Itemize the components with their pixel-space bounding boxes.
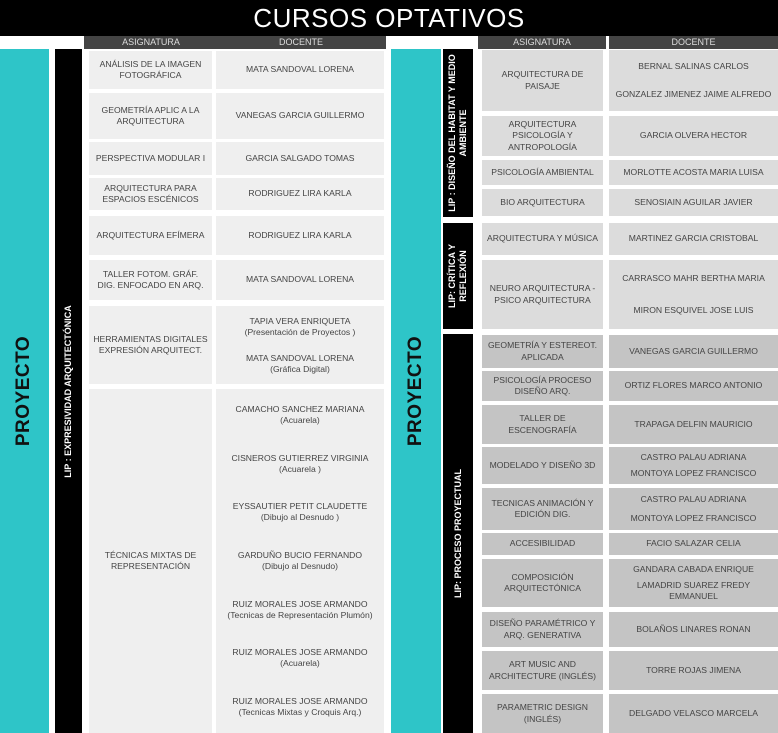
teacher-name: CISNEROS GUTIERREZ VIRGINIA: [231, 452, 369, 463]
lip-label-line: LIP : DISEÑO DEL HABITAT Y MEDIO: [447, 54, 457, 212]
lip-label-line: LIP: PROCESO PROYECTUAL: [452, 468, 463, 599]
subject-cell: TALLER FOTOM. GRÁF. DIG. ENFOCADO EN ARQ.: [89, 260, 212, 300]
lip-label-2: [443, 334, 473, 733]
teacher-cell: [216, 306, 384, 384]
teacher-name: BERNAL SALINAS CARLOS: [638, 60, 749, 71]
subject-cell: TÉCNICAS MIXTAS DE REPRESENTACIÓN: [89, 389, 212, 733]
teacher-name: MONTOYA LOPEZ FRANCISCO: [630, 468, 757, 479]
teacher-note: (Acuarela ): [278, 463, 321, 474]
teacher-note: (Dibujo al Desnudo ): [260, 512, 340, 523]
teacher-entry: [231, 453, 368, 475]
subject-cell: ARQUITECTURA Y MÚSICA: [482, 223, 603, 255]
teacher-name: MIRON ESQUIVEL JOSE LUIS: [633, 305, 754, 316]
teacher-cell: GARCIA SALGADO TOMAS: [216, 142, 384, 175]
subject-cell: PERSPECTIVA MODULAR I: [89, 142, 212, 175]
subject-cell: HERRAMIENTAS DIGITALES EXPRESIÓN ARQUITECT.: [89, 306, 212, 384]
teacher-entry: [238, 550, 362, 572]
teacher-note: (Acuarela): [280, 415, 320, 426]
lip-label-text: LIP : EXPRESIVIDAD ARQUITECTÓNICA: [63, 304, 73, 478]
subject-cell: MODELADO Y DISEÑO 3D: [482, 447, 603, 484]
teacher-cell: FACIO SALAZAR CELIA: [609, 533, 778, 555]
subject-cell: ARQUITECTURA DE PAISAJE: [482, 50, 603, 111]
teacher-cell: VANEGAS GARCIA GUILLERMO: [216, 93, 384, 139]
column-header-asignatura: ASIGNATURA: [84, 36, 218, 49]
lip-label-1: [443, 223, 473, 329]
teacher-cell: SENOSIAIN AGUILAR JAVIER: [609, 189, 778, 216]
subject-cell: DISEÑO PARAMÉTRICO Y ARQ. GENERATIVA: [482, 612, 603, 647]
teacher-note: (Acuarela): [280, 658, 320, 669]
teacher-cell: [609, 488, 778, 530]
teacher-entry: [236, 404, 365, 426]
teacher-cell: MATA SANDOVAL LORENA: [216, 51, 384, 89]
subject-cell: PSICOLOGÍA PROCESO DISEÑO ARQ.: [482, 371, 603, 401]
teacher-name: CASTRO PALAU ADRIANA: [640, 494, 747, 504]
proyecto-band: [0, 49, 49, 733]
teacher-cell: MATA SANDOVAL LORENA: [216, 260, 384, 300]
teacher-cell: VANEGAS GARCIA GUILLERMO: [609, 335, 778, 368]
subject-cell: ART MUSIC AND ARCHITECTURE (INGLÉS): [482, 651, 603, 690]
subject-cell: PARAMETRIC DESIGN (INGLÉS): [482, 694, 603, 733]
teacher-cell: MORLOTTE ACOSTA MARIA LUISA: [609, 160, 778, 185]
proyecto-label: PROYECTO: [405, 335, 426, 447]
teacher-name: EYSSAUTIER PETIT CLAUDETTE: [232, 501, 368, 512]
subject-cell: ARQUITECTURA PARA ESPACIOS ESCÉNICOS: [89, 178, 212, 210]
teacher-cell: [609, 559, 778, 607]
subject-cell: TECNICAS ANIMACIÓN Y EDICIÓN DIG.: [482, 488, 603, 530]
lip-label-text: [447, 244, 469, 308]
lip-label-line: AMBIENTE: [458, 109, 468, 157]
teacher-entry: [233, 501, 368, 523]
teacher-cell: [609, 260, 778, 329]
lip-label-expresividad: [55, 49, 82, 733]
teacher-name: CAMACHO SANCHEZ MARIANA: [235, 404, 365, 415]
subject-cell: ARQUITECTURA PSICOLOGÍA Y ANTROPOLOGÍA: [482, 116, 603, 156]
teacher-entry: [232, 647, 367, 669]
teacher-name: GARDUÑO BUCIO FERNANDO: [237, 549, 363, 560]
teacher-name: LAMADRID SUAREZ FREDY EMMANUEL: [636, 580, 751, 602]
teacher-note: (Tecnicas de Representación Plumón): [227, 609, 373, 620]
subject-cell: TALLER DE ESCENOGRAFÍA: [482, 405, 603, 444]
subject-cell: ANÁLISIS DE LA IMAGEN FOTOGRÁFICA: [89, 51, 212, 89]
lip-label-text: [453, 469, 464, 598]
teacher-name: GANDARA CABADA ENRIQUE: [633, 563, 754, 574]
lip-label-line: REFLEXIÓN: [458, 250, 469, 302]
teacher-name: RUIZ MORALES JOSE ARMANDO: [232, 695, 368, 706]
teacher-name: RUIZ MORALES JOSE ARMANDO: [232, 647, 368, 658]
proyecto-label: PROYECTO: [13, 335, 35, 447]
column-header-asignatura: ASIGNATURA: [478, 36, 606, 49]
lip-label-line: LIP: CRÍTICA Y: [447, 243, 458, 309]
teacher-note: (Tecnicas Mixtas y Croquis Arq.): [238, 706, 362, 717]
subject-cell: NEURO ARQUITECTURA - PSICO ARQUITECTURA: [482, 260, 603, 329]
teacher-cell: TRAPAGA DELFIN MAURICIO: [609, 405, 778, 444]
teacher-name: RUIZ MORALES JOSE ARMANDO: [232, 598, 368, 609]
teacher-note: (Dibujo al Desnudo): [262, 560, 338, 571]
subject-cell: GEOMETRÍA Y ESTEREOT. APLICADA: [482, 335, 603, 368]
teacher-note: (Gráfica Digital): [270, 363, 330, 374]
teacher-name: CARRASCO MAHR BERTHA MARIA: [622, 272, 765, 283]
subject-cell: GEOMETRÍA APLIC A LA ARQUITECTURA: [89, 93, 212, 139]
page-title: CURSOS OPTATIVOS: [0, 0, 778, 36]
teacher-name: MONTOYA LOPEZ FRANCISCO: [630, 513, 757, 523]
teacher-entry: [246, 353, 354, 375]
column-header-docente: DOCENTE: [216, 36, 386, 49]
teacher-cell: RODRIGUEZ LIRA KARLA: [216, 178, 384, 210]
teacher-cell: ORTIZ FLORES MARCO ANTONIO: [609, 371, 778, 401]
subject-cell: ACCESIBILIDAD: [482, 533, 603, 555]
teacher-cell: [609, 447, 778, 484]
subject-cell: COMPOSICIÓN ARQUITECTÓNICA: [482, 559, 603, 607]
subject-cell: ARQUITECTURA EFÍMERA: [89, 216, 212, 255]
subject-cell: PSICOLOGÍA AMBIENTAL: [482, 160, 603, 185]
teacher-cell: TORRE ROJAS JIMENA: [609, 651, 778, 690]
teacher-entry: [245, 316, 356, 338]
teacher-cell: [609, 50, 778, 111]
teacher-cell: MARTINEZ GARCIA CRISTOBAL: [609, 223, 778, 255]
teacher-name: CASTRO PALAU ADRIANA: [640, 451, 747, 462]
lip-label-0: [443, 49, 473, 217]
teacher-cell: BOLAÑOS LINARES RONAN: [609, 612, 778, 647]
column-header-docente: DOCENTE: [609, 36, 778, 49]
teacher-name: MATA SANDOVAL LORENA: [245, 352, 355, 363]
teacher-cell: DELGADO VELASCO MARCELA: [609, 694, 778, 733]
teacher-name: TAPIA VERA ENRIQUETA: [249, 315, 351, 326]
teacher-cell: [216, 389, 384, 733]
teacher-name: GONZALEZ JIMENEZ JAIME ALFREDO: [615, 89, 772, 100]
teacher-entry: [227, 599, 372, 621]
teacher-entry: [232, 696, 367, 718]
subject-cell: BIO ARQUITECTURA: [482, 189, 603, 216]
proyecto-band: [391, 49, 441, 733]
lip-label-text: [447, 54, 469, 212]
teacher-cell: GARCIA OLVERA HECTOR: [609, 116, 778, 156]
teacher-note: (Presentación de Proyectos ): [244, 326, 356, 337]
teacher-cell: RODRIGUEZ LIRA KARLA: [216, 216, 384, 255]
